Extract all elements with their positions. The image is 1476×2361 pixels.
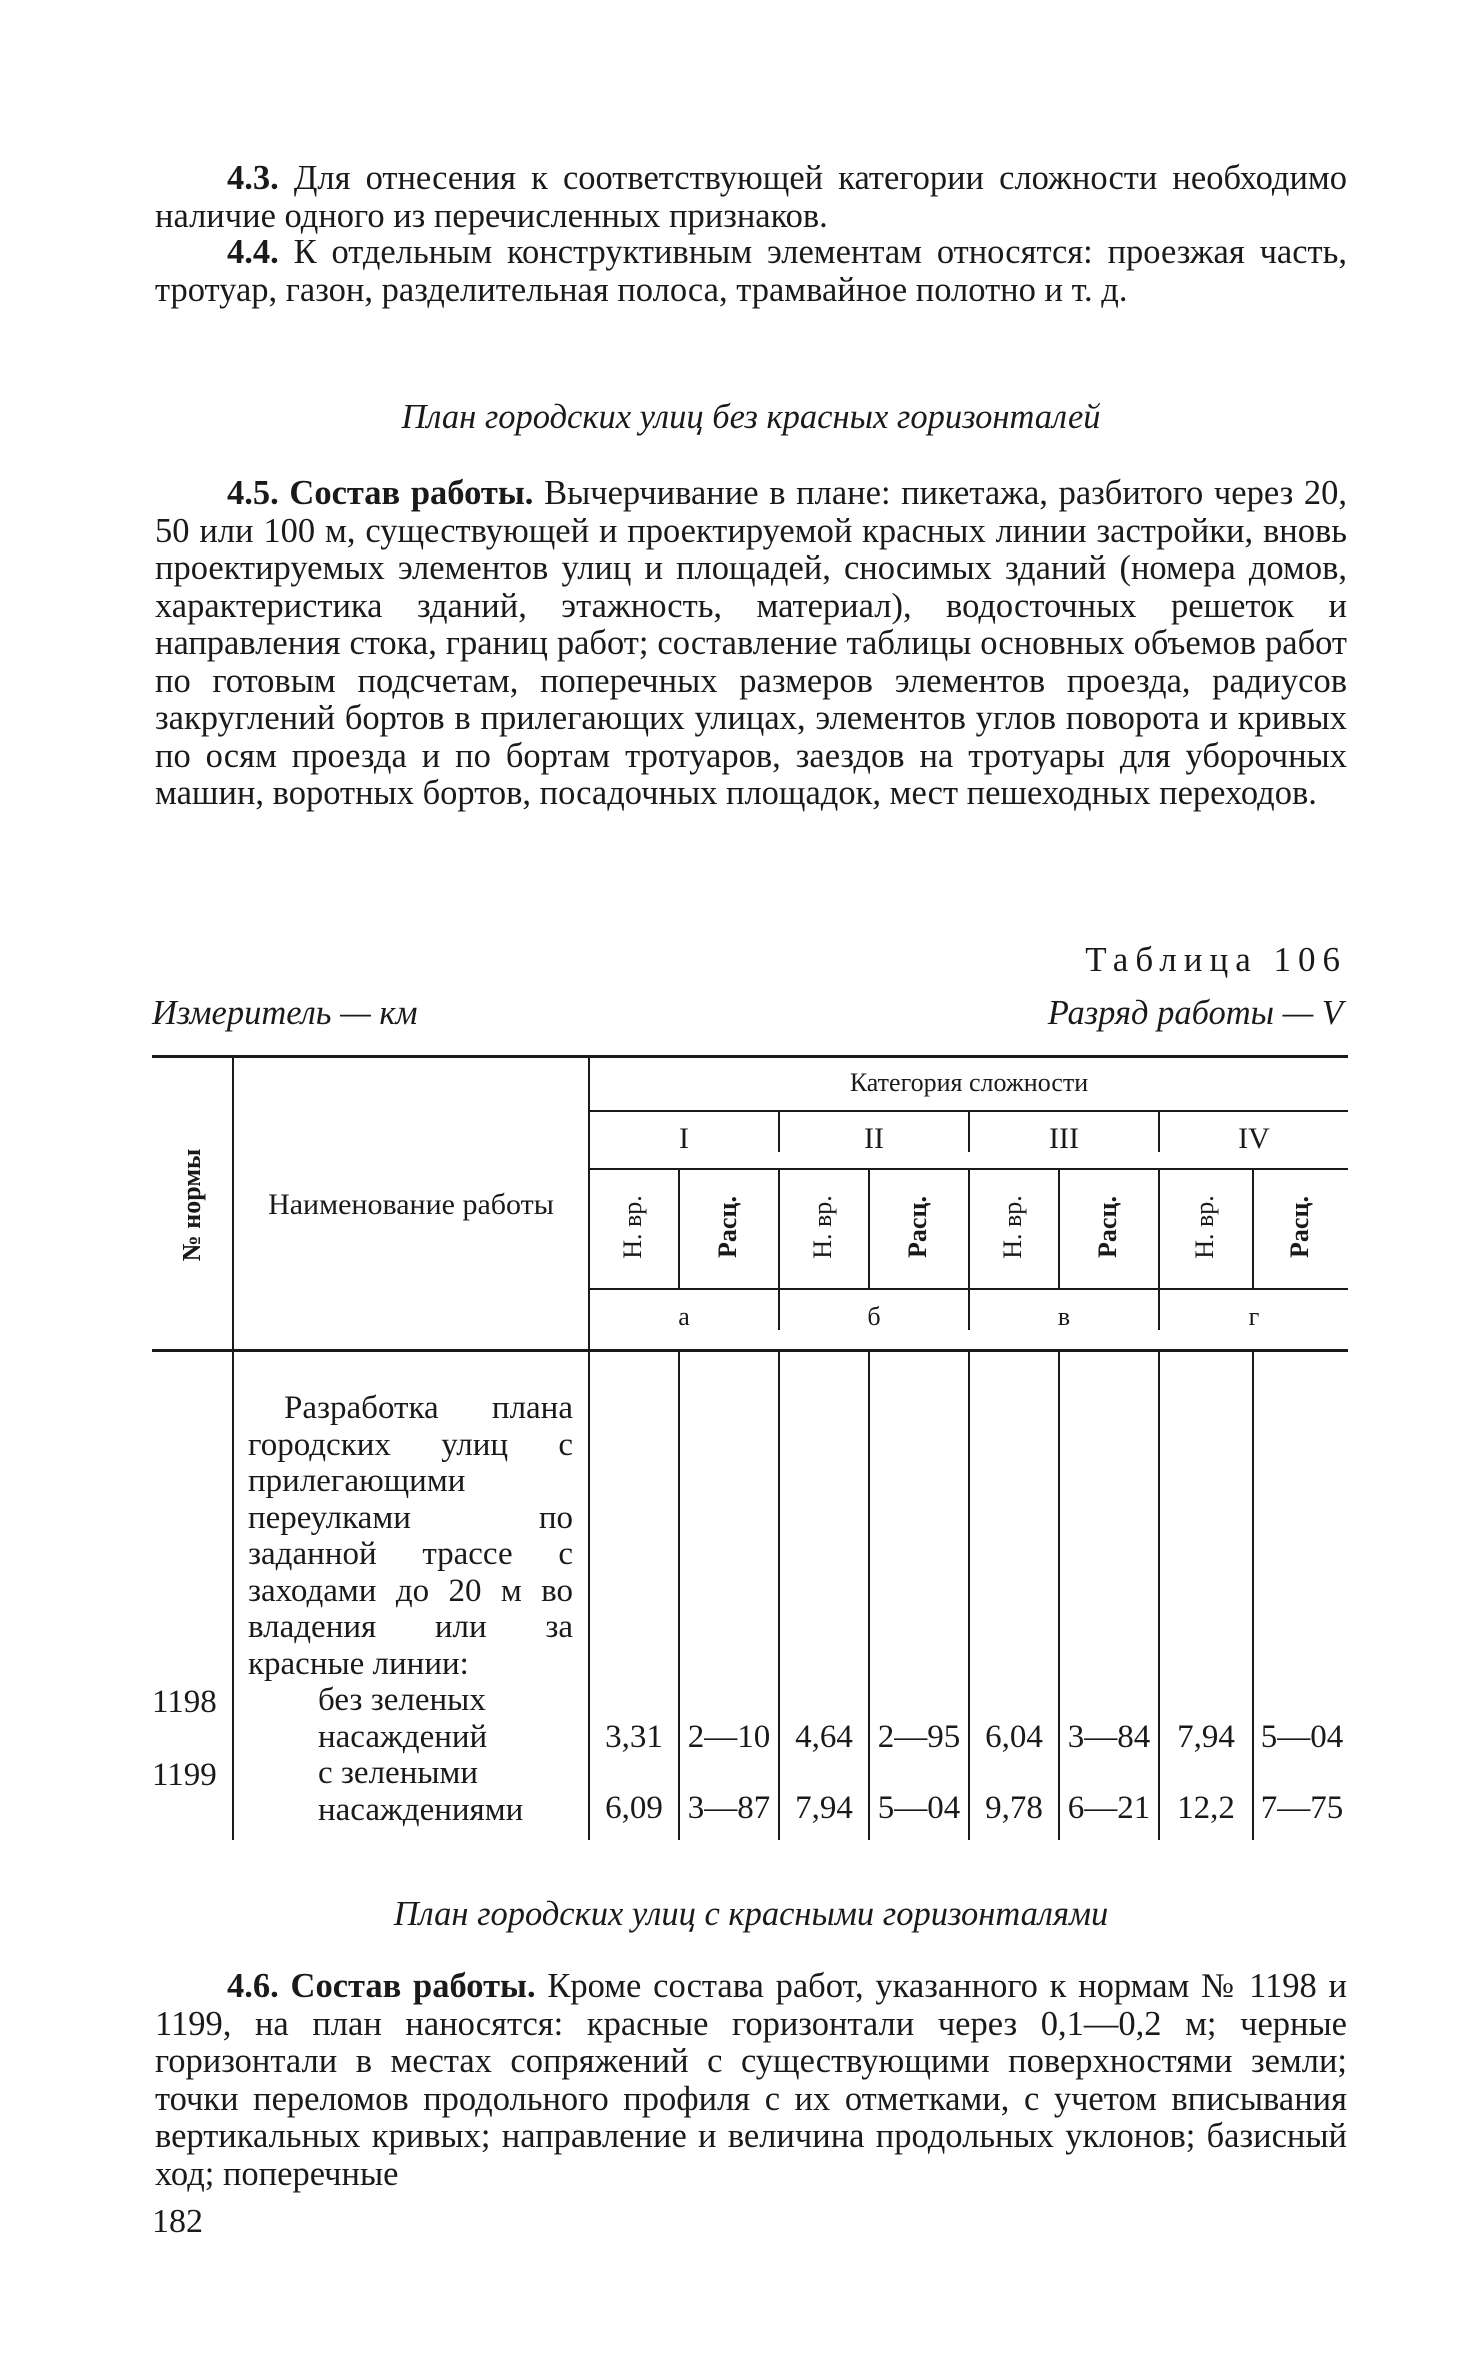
table-top-rule	[152, 1055, 1348, 1058]
table-cell: 4,64	[795, 1719, 853, 1755]
table-cell: 7—75	[1260, 1790, 1344, 1826]
norm-number: 1199	[152, 1757, 217, 1793]
table-divider	[232, 1058, 234, 1349]
table-divider	[778, 1170, 780, 1288]
subheader-norm-time: Н. вр.	[1190, 1195, 1219, 1259]
table-row-name	[248, 1682, 573, 1755]
table-cell: 2—95	[877, 1719, 961, 1755]
subheader-norm-time: Н. вр.	[808, 1195, 837, 1259]
table-divider	[678, 1170, 680, 1288]
category-label: III	[1049, 1122, 1079, 1155]
table-cell: 5—04	[877, 1790, 961, 1826]
section-title-1: План городских улиц без красных горизонталей	[401, 398, 1101, 436]
section-title-2: План городских улиц с красными горизонталями	[393, 1895, 1109, 1933]
paragraph-4-4	[155, 234, 1347, 309]
table-cell: 3—84	[1067, 1719, 1151, 1755]
subheader-norm-time: Н. вр.	[998, 1195, 1027, 1259]
header-norm-number: № нормы	[177, 1148, 206, 1262]
table-divider	[1158, 1352, 1160, 1840]
table-divider	[778, 1352, 780, 1840]
category-label: II	[864, 1122, 884, 1155]
table-divider	[232, 1352, 234, 1840]
table-row-name	[248, 1755, 573, 1828]
paragraph-number: 4.4.	[227, 233, 279, 271]
subheader-rate: Расц.	[1285, 1196, 1314, 1258]
table-cell: 6,04	[985, 1719, 1043, 1755]
paragraph-4-3	[155, 160, 1347, 235]
paragraph-heading: 4.6. Состав работы.	[227, 1967, 536, 2005]
work-description: Разработка плана городских улиц с прилегающими переулками по заданной трассе с заходами до 20 м во владения или за красные линии:	[248, 1390, 573, 1682]
table-divider	[678, 1352, 680, 1840]
table-cell: 7,94	[1177, 1719, 1235, 1755]
paragraph-4-5	[155, 475, 1347, 813]
header-work-name: Наименование работы	[268, 1188, 554, 1221]
page-number: 182	[152, 2203, 203, 2240]
table-divider	[1058, 1170, 1060, 1288]
table-divider	[588, 1352, 590, 1840]
table-divider	[868, 1170, 870, 1288]
subheader-rate: Расц.	[903, 1196, 932, 1258]
category-label: I	[679, 1122, 689, 1155]
table-divider	[968, 1170, 970, 1288]
table-divider	[1158, 1170, 1160, 1288]
row-name-text: с зелеными насаждениями	[318, 1755, 524, 1828]
column-letter: а	[678, 1302, 690, 1331]
table-grade: Разряд работы — V	[1047, 994, 1343, 1032]
paragraph-4-6	[155, 1968, 1347, 2193]
header-category: Категория сложности	[849, 1068, 1089, 1097]
table-cell: 12,2	[1177, 1790, 1235, 1826]
table-cell: 5—04	[1260, 1719, 1344, 1755]
paragraph-heading: 4.5. Состав работы.	[227, 474, 534, 512]
table-cell: 3—87	[687, 1790, 771, 1826]
table-cell: 9,78	[985, 1790, 1043, 1826]
paragraph-text: Для отнесения к соответствующей категории сложности необходимо наличие одного из перечисленных признаков.	[155, 159, 1347, 235]
table-header-rule	[152, 1349, 1348, 1352]
table-cell: 2—10	[687, 1719, 771, 1755]
column-letter: в	[1057, 1302, 1071, 1331]
paragraph-text: Кроме состава работ, указанного к нормам № 1198 и 1199, на план наносятся: красные горизонтали через 0,1—0,2 м; черные горизонтали в местах сопряжений с существующими поверхностями земли; точки переломов продольного профиля с их отметками, с учетом вписывания вертикальных кривых; направление и величина продольных уклонов; базисный ход; поперечные	[155, 1967, 1347, 2193]
table-divider	[1252, 1352, 1254, 1840]
table-measure: Измеритель — км	[152, 994, 418, 1032]
norm-number: 1198	[152, 1684, 217, 1720]
subheader-rate: Расц.	[713, 1196, 742, 1258]
paragraph-number: 4.3.	[227, 159, 279, 197]
row-name-text: без зеленых насаждений	[318, 1682, 488, 1755]
category-label: IV	[1238, 1122, 1270, 1155]
paragraph-text: Вычерчивание в плане: пикетажа, разбитого через 20, 50 или 100 м, существующей и проектируемой красных линии застройки, вновь проектируемых элементов улиц и площадей, сносимых зданий (номера домов, характеристика зданий, этажность, материал), водосточных решеток и направления стока, границ работ; составление таблицы основных объемов работ по готовым подсчетам, поперечных размеров элементов проезда, радиусов закруглений бортов в прилегающих улицах, элементов углов поворота и кривых по осям проезда и по бортам тротуаров, заездов на тротуары для уборочных машин, воротных бортов, посадочных площадок, мест пешеходных переходов.	[155, 474, 1348, 812]
table-divider	[968, 1352, 970, 1840]
table-cell: 3,31	[605, 1719, 663, 1755]
subheader-rate: Расц.	[1093, 1196, 1122, 1258]
column-letter: б	[867, 1302, 881, 1331]
table-cell: 6,09	[605, 1790, 663, 1826]
table-divider	[868, 1352, 870, 1840]
table-divider	[1252, 1170, 1254, 1288]
table-caption: Таблица 106	[1085, 940, 1347, 979]
table-cell: 6—21	[1067, 1790, 1151, 1826]
table-cell: 7,94	[795, 1790, 853, 1826]
column-letter: г	[1248, 1302, 1260, 1331]
paragraph-text: К отдельным конструктивным элементам относятся: проезжая часть, тротуар, газон, разделительная полоса, трамвайное полотно и т. д.	[155, 233, 1347, 309]
table-divider	[1058, 1352, 1060, 1840]
subheader-norm-time: Н. вр.	[618, 1195, 647, 1259]
